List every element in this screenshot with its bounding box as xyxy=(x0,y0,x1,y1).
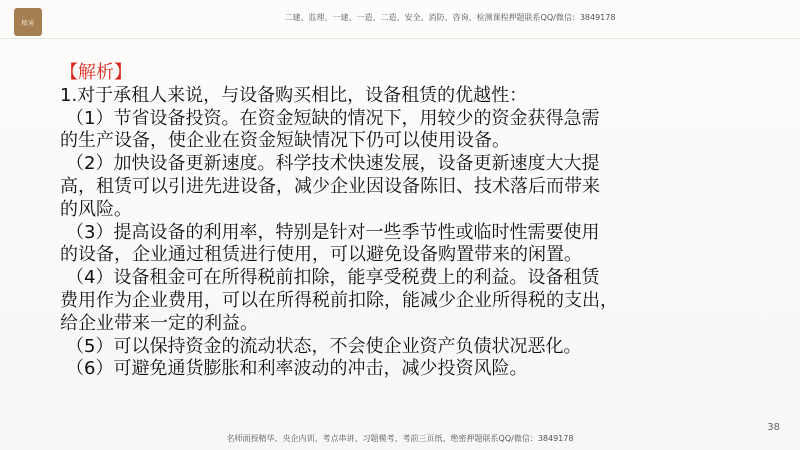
header-divider xyxy=(0,38,800,39)
footer-contact-text: 名师面授精华、央企内训、考点串讲、习题模考、考前三页纸、绝密押题联系QQ/微信：3849178 xyxy=(226,434,574,443)
point-2-line-1: （2）加快设备更新速度。科学技术快速发展，设备更新速度大大提 xyxy=(66,153,600,175)
point-3-line-2: 的设备，企业通过租赁进行使用，可以避免设备购置带来的闲置。 xyxy=(60,244,582,266)
point-3-line-1: （3）提高设备的利用率，特别是针对一些季节性或临时性需要使用 xyxy=(66,221,600,243)
point-4-line-3: 给企业带来一定的利益。 xyxy=(60,312,258,334)
point-4-line-1: （4）设备租金可在所得税前扣除，能享受税费上的利益。设备租赁 xyxy=(66,267,600,289)
point-2-line-3: 的风险。 xyxy=(60,198,132,220)
page-number: 38 xyxy=(767,422,780,433)
point-6-line-1: （6）可避免通货膨胀和利率波动的冲击，减少投资风险。 xyxy=(66,358,528,380)
point-5-line-1: （5）可以保持资金的流动状态，不会使企业资产负债状况恶化。 xyxy=(66,335,582,357)
intro-line: 1.对于承租人来说，与设备购买相比，设备租赁的优越性： xyxy=(60,84,528,106)
slide-content xyxy=(60,62,740,381)
point-1-line-1: （1）节省设备投资。在资金短缺的情况下，用较少的资金获得急需 xyxy=(66,107,600,129)
logo-text: 精通 xyxy=(21,19,35,27)
brand-logo xyxy=(14,8,42,36)
point-2-line-2: 高，租赁可以引进先进设备，减少企业因设备陈旧、技术落后而带来 xyxy=(60,175,600,197)
point-1-line-2: 的生产设备，使企业在资金短缺情况下仍可以使用设备。 xyxy=(60,130,510,152)
header-contact-text: 二建、监理、一建、一造、二造、安全、消防、咨询、检测课程押题联系QQ/微信：3849178 xyxy=(284,13,616,22)
section-title: 【解析】 xyxy=(60,62,132,83)
point-4-line-2: 费用作为企业费用，可以在所得税前扣除，能减少企业所得税的支出， xyxy=(60,289,618,311)
